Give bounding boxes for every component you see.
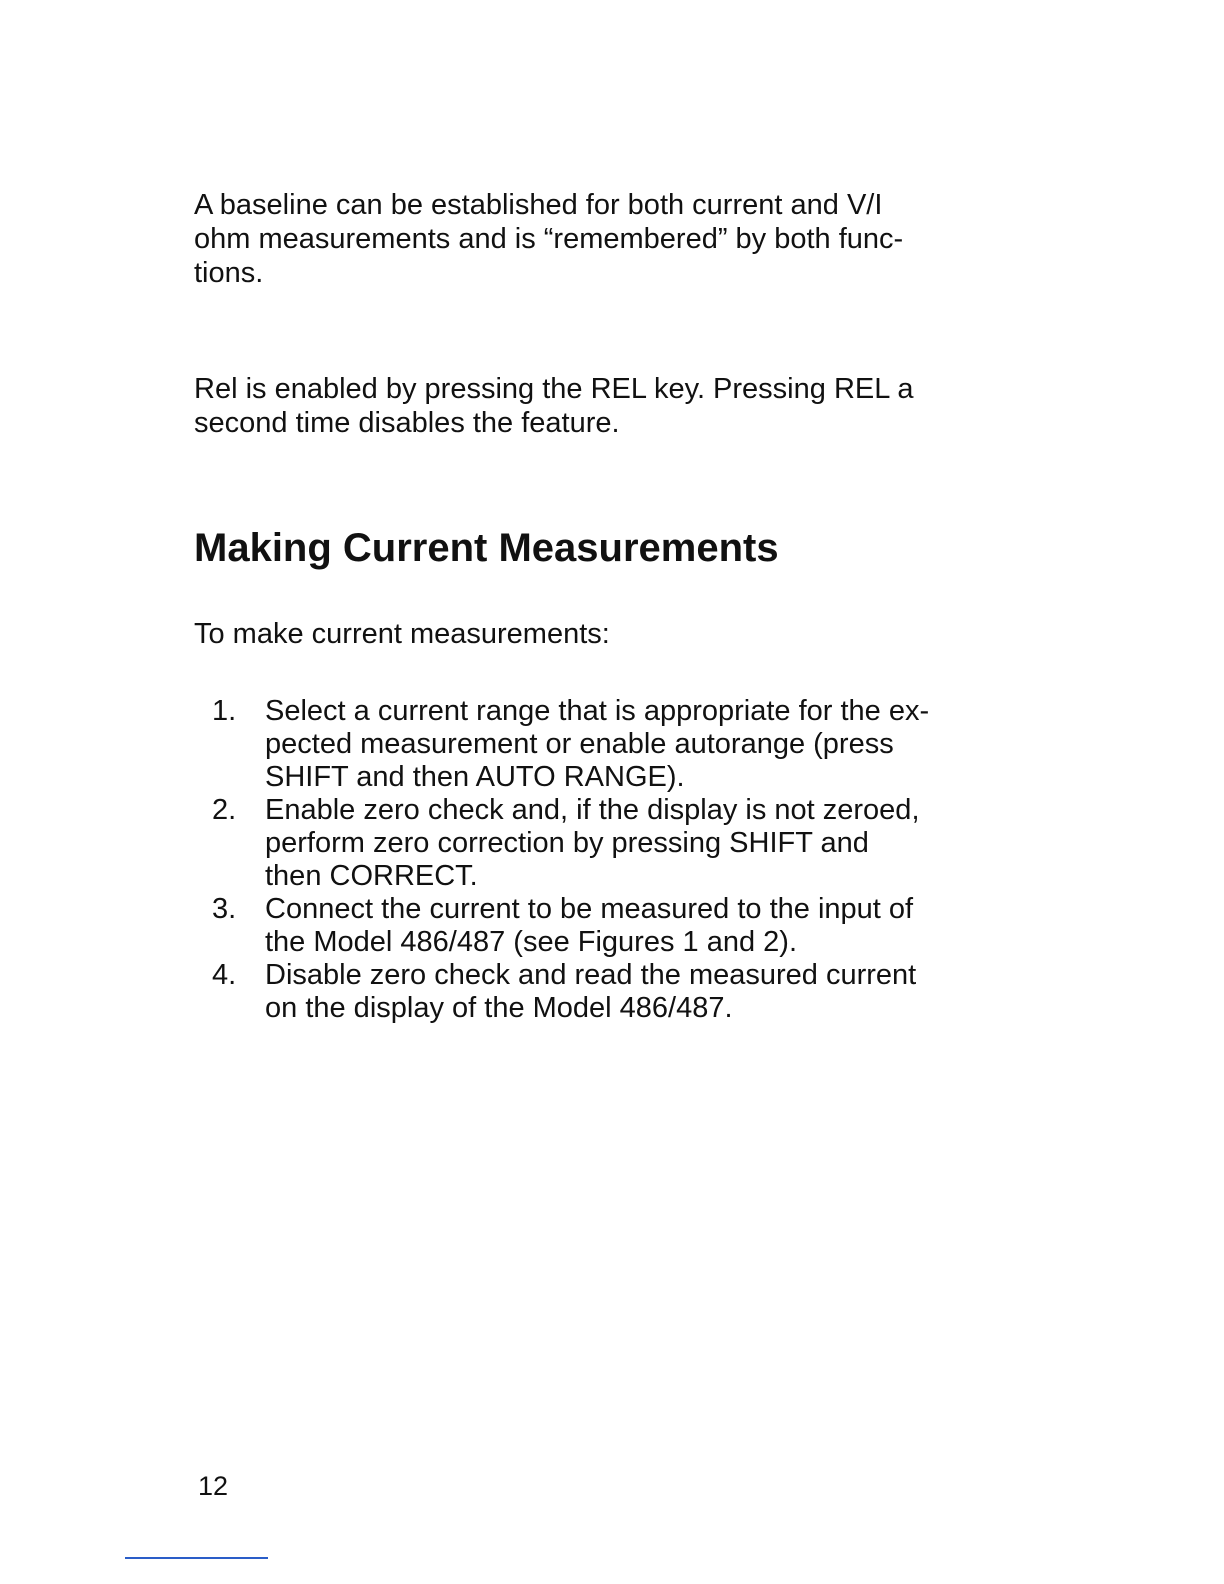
step-item <box>194 959 917 1025</box>
step-item <box>194 794 920 893</box>
step-number: 1. <box>212 695 237 727</box>
rel-paragraph <box>194 372 914 440</box>
section-intro: To make current measurements: <box>194 618 610 650</box>
step-number: 3. <box>212 893 237 925</box>
section-heading: Making Current Measurements <box>194 526 779 570</box>
step-line: then CORRECT. <box>265 860 478 892</box>
step-line: the Model 486/487 (see Figures 1 and 2). <box>265 926 797 958</box>
text-line: Rel is enabled by pressing the REL key. Pressing REL a <box>194 373 914 405</box>
step-item <box>194 695 930 794</box>
step-number: 4. <box>212 959 237 991</box>
footer-rule <box>125 1557 268 1559</box>
step-item <box>194 893 914 959</box>
step-line: Select a current range that is appropriate for the ex- <box>265 695 930 727</box>
steps-list <box>194 695 930 1025</box>
step-line: SHIFT and then AUTO RANGE). <box>265 761 685 793</box>
text-line: ohm measurements and is “remembered” by both func- <box>194 223 904 255</box>
step-line: on the display of the Model 486/487. <box>265 992 733 1024</box>
baseline-paragraph <box>194 188 914 290</box>
step-line: pected measurement or enable autorange (press <box>265 728 894 760</box>
step-line: Connect the current to be measured to the input of <box>265 893 914 925</box>
text-line: A baseline can be established for both current and V/I <box>194 189 883 221</box>
step-line: perform zero correction by pressing SHIFT and <box>265 827 869 859</box>
step-number: 2. <box>212 794 237 826</box>
page-number: 12 <box>198 1471 229 1501</box>
text-line: second time disables the feature. <box>194 407 620 439</box>
text-line: tions. <box>194 257 264 289</box>
step-line: Disable zero check and read the measured current <box>265 959 917 991</box>
step-line: Enable zero check and, if the display is not zeroed, <box>265 794 920 826</box>
